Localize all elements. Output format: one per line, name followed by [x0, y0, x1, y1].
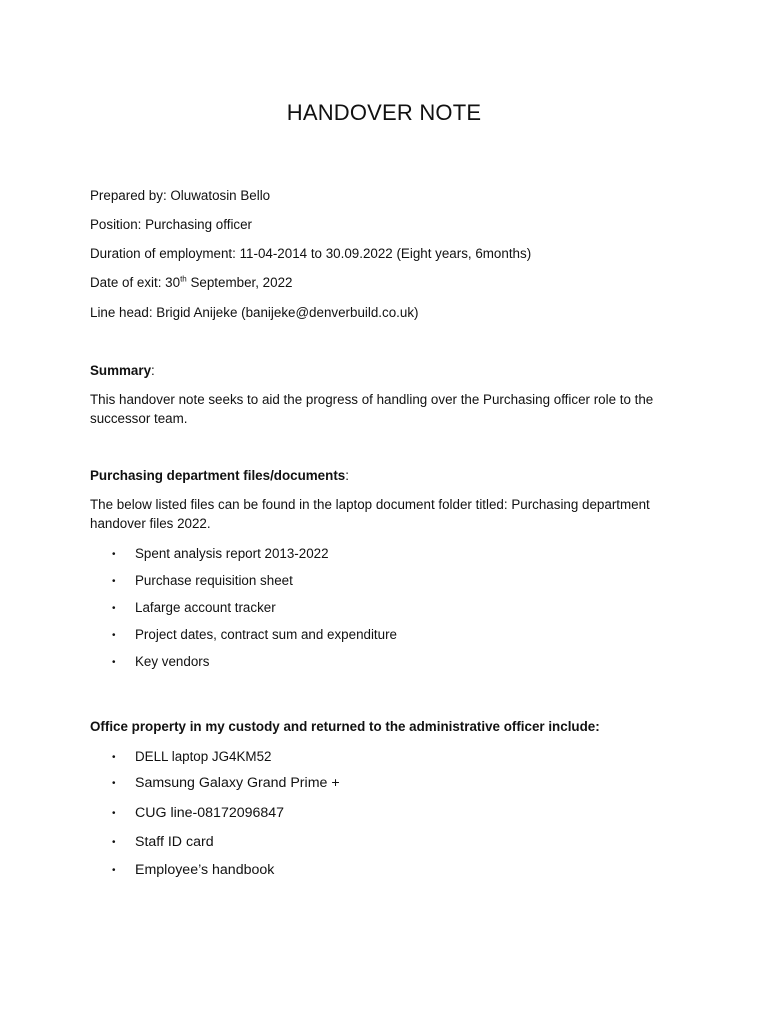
list-item-label: Spent analysis report 2013-2022: [135, 546, 329, 561]
property-heading: Office property in my custody and returned to the administrative officer include:: [90, 719, 600, 734]
summary-text: This handover note seeks to aid the progress of handling over the Purchasing officer role to the successor team.: [90, 392, 654, 426]
list-item-label: Staff ID card: [135, 834, 214, 850]
bullet-icon: •: [112, 630, 116, 641]
bullet-icon: •: [112, 752, 116, 763]
list-item-label: DELL laptop JG4KM52: [135, 749, 272, 764]
list-item: [112, 833, 214, 852]
document-title: HANDOVER NOTE: [286, 100, 482, 125]
list-item: [112, 625, 397, 645]
list-item: [112, 804, 284, 823]
bullet-icon: •: [112, 837, 116, 848]
list-item: [112, 747, 271, 767]
files-intro: The below listed files can be found in the laptop document folder titled: Purchasing department handover files 2022.: [90, 497, 650, 531]
bullet-icon: •: [112, 865, 116, 876]
list-item: [112, 774, 340, 793]
bullet-icon: •: [112, 576, 116, 587]
list-item-label: Employee’s handbook: [135, 862, 275, 878]
exit-date-suffix: September, 2022: [186, 275, 293, 290]
exit-date-ordinal: th: [180, 274, 187, 284]
list-item-label: Lafarge account tracker: [135, 600, 276, 615]
files-heading-colon: :: [345, 468, 349, 483]
list-item: [112, 861, 274, 880]
list-item-label: Samsung Galaxy Grand Prime +: [135, 775, 340, 791]
bullet-icon: •: [112, 657, 116, 668]
list-item-label: Project dates, contract sum and expenditure: [135, 627, 398, 642]
bullet-icon: •: [112, 603, 116, 614]
exit-date-line: [90, 273, 292, 292]
summary-heading: [90, 361, 155, 380]
list-item: [112, 571, 293, 591]
duration-line: Duration of employment: 11-04-2014 to 30.09.2022 (Eight years, 6months): [90, 246, 532, 261]
list-item: [112, 544, 329, 564]
prepared-by-line: Prepared by: Oluwatosin Bello: [90, 188, 271, 203]
list-item: [112, 598, 276, 618]
list-item-label: Purchase requisition sheet: [135, 573, 293, 588]
summary-heading-label: Summary: [90, 363, 152, 378]
bullet-icon: •: [112, 549, 116, 560]
bullet-icon: •: [112, 778, 116, 789]
exit-date-prefix: Date of exit: 30: [90, 275, 181, 290]
summary-heading-colon: :: [151, 363, 155, 378]
files-heading-label: Purchasing department files/documents: [90, 468, 346, 483]
position-line: Position: Purchasing officer: [90, 217, 253, 232]
list-item-label: Key vendors: [135, 654, 210, 669]
list-item-label: CUG line-08172096847: [135, 805, 285, 821]
bullet-icon: •: [112, 808, 116, 819]
files-heading: [90, 466, 349, 485]
line-head-line: Line head: Brigid Anijeke (banijeke@denverbuild.co.uk): [90, 305, 419, 320]
list-item: [112, 652, 209, 672]
